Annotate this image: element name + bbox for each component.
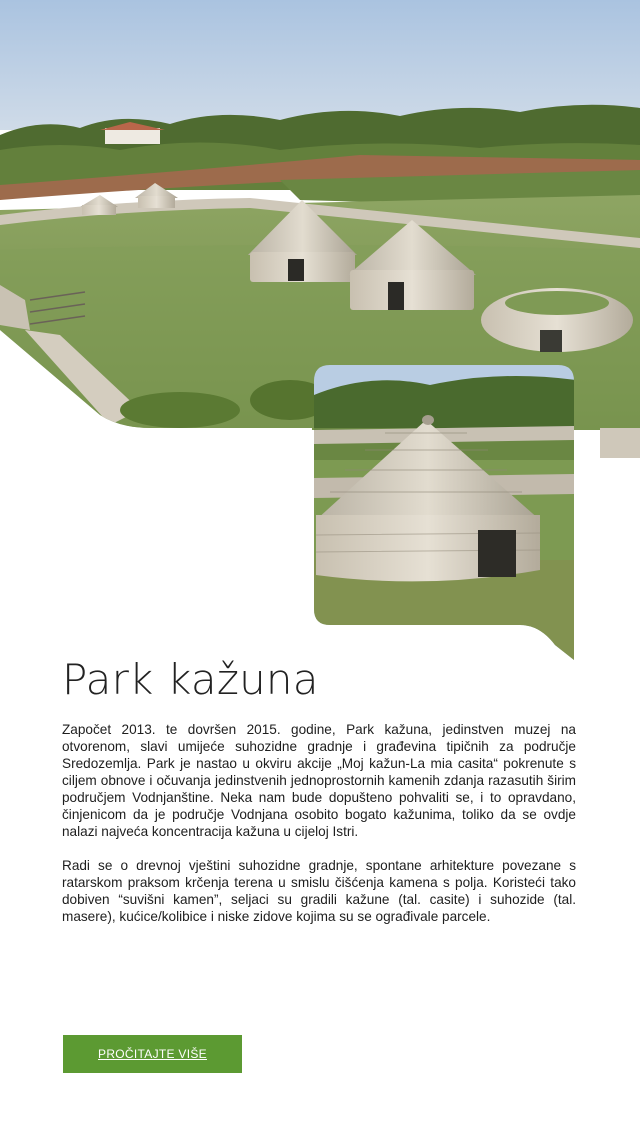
intro-paragraph: Započet 2013. te dovršen 2015. godine, Park kažuna, jedinstven muzej na otvorenom, slavi umijeće suhozidne gradnje i građevina tipičnih za područje Sredozemlja. Park je nastao u okviru akcije „Moj kažun-La mia casita“ pokrenute s ciljem obnove i očuvanja jedinstvenih jednoprostornih kamenih zdanja razasutih širim područjem Vodnjanštine. Neka nam bude dopušteno pohvaliti se, i to opravdano, činjenicom da je područje Vodnjana osobito bogato kažunima, toliko da se ovdje nalazi najveća koncentracija kažuna u cijeloj Istri. — [62, 722, 576, 839]
page-title: Park kažuna — [62, 655, 319, 704]
body-paragraph: Radi se o drevnoj vještini suhozidne gradnje, spontane arhitekture povezane s ratarskom praksom krčenja terena u smislu čišćenja kamena s polja. Koristeći tako dobiven “suvišni kamen”, seljaci su gradili kažune (tal. casite) i suhozide (tal. masere), kućice/kolibice i niske zidove kojima su se ograđivale parcele. — [62, 858, 576, 924]
inset-photo — [314, 365, 576, 665]
article-content — [62, 650, 576, 942]
read-more-button[interactable]: PROČITAJTE VIŠE — [63, 1035, 242, 1073]
